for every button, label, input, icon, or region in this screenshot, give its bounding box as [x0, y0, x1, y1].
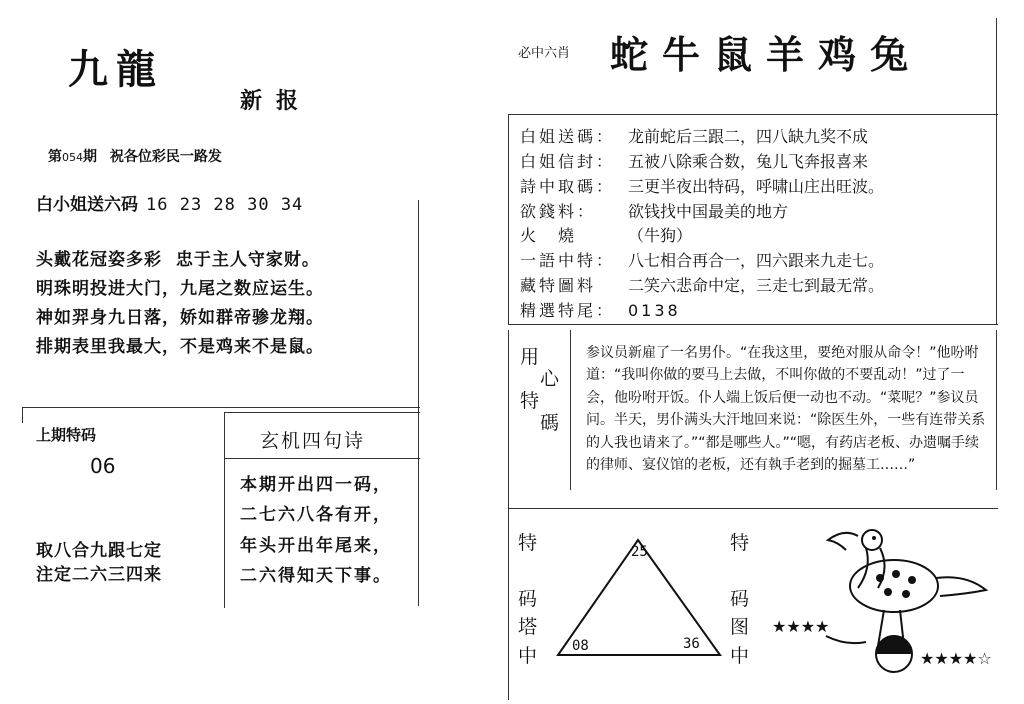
poem-line: 神如羿身九日落，娇如群帝骖龙翔。 [36, 308, 324, 328]
frame-divider [224, 458, 420, 459]
story-label-char: 碼 [540, 412, 560, 434]
brand-title: 九龍 [68, 46, 164, 93]
info-value: 八七相合再合一，四六跟来九走七。 [628, 251, 885, 270]
info-row [520, 174, 884, 197]
info-row [520, 124, 868, 147]
must-zodiac-label: 必中六肖 [518, 46, 571, 61]
star-row: ★★★★ [772, 617, 830, 636]
info-row [520, 248, 884, 271]
tower-right-char: 特 [730, 532, 750, 554]
zodiac-item: 蛇 [610, 32, 663, 77]
info-label: 欲錢料： [520, 202, 597, 221]
poem-line: 明珠明投进大门，九尾之数应运生。 [36, 279, 324, 299]
frame-divider [224, 412, 225, 608]
frame-divider [508, 324, 998, 325]
info-label: 詩中取碼： [520, 177, 616, 196]
last-code-label: 上期特码 [36, 426, 97, 444]
info-row [520, 273, 884, 296]
issue-greeting: 祝各位彩民一路发 [109, 149, 222, 165]
poem-line: 头戴花冠姿多彩 忠于主人守家财。 [36, 250, 320, 270]
poem-line: 排期表里我最大，不是鸡来不是鼠。 [36, 337, 324, 357]
mystery-line: 二六得知天下事。 [240, 566, 392, 586]
zodiac-item: 牛 [662, 32, 715, 77]
zodiac-item: 鸡 [818, 32, 871, 77]
frame-divider [508, 114, 509, 324]
frame-divider [22, 407, 420, 408]
triangle-left-number: 08 [572, 638, 589, 654]
tower-left-char: 中 [518, 645, 538, 667]
info-row [520, 149, 868, 172]
frame-divider [508, 508, 998, 509]
last-code-value: 06 [90, 454, 116, 478]
frame-divider [996, 114, 997, 324]
brand-subtitle: 新报 [240, 89, 313, 114]
issue-line [48, 146, 222, 166]
story-label-char: 用 [520, 346, 540, 368]
frame-divider [508, 330, 509, 700]
mystery-line: 年头开出年尾来， [240, 536, 392, 556]
info-row [520, 223, 692, 246]
frame-divider [570, 330, 571, 490]
mystery-line: 二七六八各有开， [240, 505, 392, 525]
tower-right-char: 中 [730, 645, 750, 667]
info-value: 二笑六悲命中定，三走七到最无常。 [628, 276, 885, 295]
zodiac-list [610, 24, 922, 79]
info-label: 白姐送碼： [520, 127, 616, 146]
frame-divider [22, 407, 23, 423]
tower-right-char: 码 [730, 588, 750, 610]
info-label: 精選特尾： [520, 301, 616, 320]
last-code-verse: 取八合九跟七定 [36, 541, 162, 561]
frame-divider [224, 412, 420, 413]
zodiac-item: 兔 [870, 32, 923, 77]
frame-divider [418, 200, 419, 606]
tower-right-char: 图 [730, 616, 750, 638]
story-text: 参议员新雇了一名男仆。“在我这里，要绝对服从命令！”他吩咐道：“我叫你做的要马上去做，不叫你做的不要乱动！”过了一会，他吩咐开饭。仆人端上饭后便一动也不动。“菜呢？”参议员问。半天，男仆满头大汗地回来说：“除医生外，一些有连带关系的人我也请来了。”“都是哪些人。”“嗯，有药店老板、办遗嘱手续的律师、宴仪馆的老板，还有執手老到的掘墓工……” [586, 345, 986, 474]
triangle-top-number: 25 [631, 544, 648, 560]
frame-divider [996, 330, 997, 490]
six-codes [36, 190, 303, 215]
six-codes-label: 白小姐送六码 [36, 195, 138, 215]
info-value: 0138 [628, 301, 681, 320]
info-row [520, 199, 788, 222]
star-row: ★★★★☆ [920, 649, 992, 668]
mystery-line: 本期开出四一码， [240, 475, 392, 495]
info-label: 一語中特： [520, 251, 616, 270]
tower-left-char: 码 [518, 588, 538, 610]
info-label: 藏特圖料 [520, 276, 597, 295]
zodiac-item: 鼠 [714, 32, 767, 77]
six-codes-numbers: 16 23 28 30 34 [146, 195, 304, 215]
info-value: 龙前蛇后三跟二，四八缺九奖不成 [628, 127, 869, 146]
issue-suffix: 期 [83, 149, 97, 165]
info-value: 三更半夜出特码，呼啸山庄出旺波。 [628, 177, 885, 196]
info-row [520, 298, 681, 321]
triangle-right-number: 36 [683, 636, 700, 652]
info-label: 白姐信封： [520, 152, 616, 171]
zodiac-item: 羊 [766, 32, 819, 77]
info-value: 欲钱找中国最美的地方 [628, 202, 789, 221]
mystery-title: 玄机四句诗 [260, 430, 366, 452]
tower-left-char: 特 [518, 532, 538, 554]
issue-prefix: 第 [48, 149, 62, 165]
info-value: （牛狗） [628, 226, 693, 245]
frame-divider [508, 114, 998, 115]
frame-divider [996, 18, 997, 114]
info-label: 火 燒 [520, 226, 578, 245]
last-code-verse: 注定二六三四来 [36, 565, 162, 585]
info-value: 五被八除乘合数，兔儿飞奔报喜来 [628, 152, 869, 171]
story-label-char: 心 [540, 368, 560, 390]
story-label-char: 特 [520, 390, 540, 412]
issue-number: 054 [62, 151, 83, 164]
tower-left-char: 塔 [518, 616, 538, 638]
